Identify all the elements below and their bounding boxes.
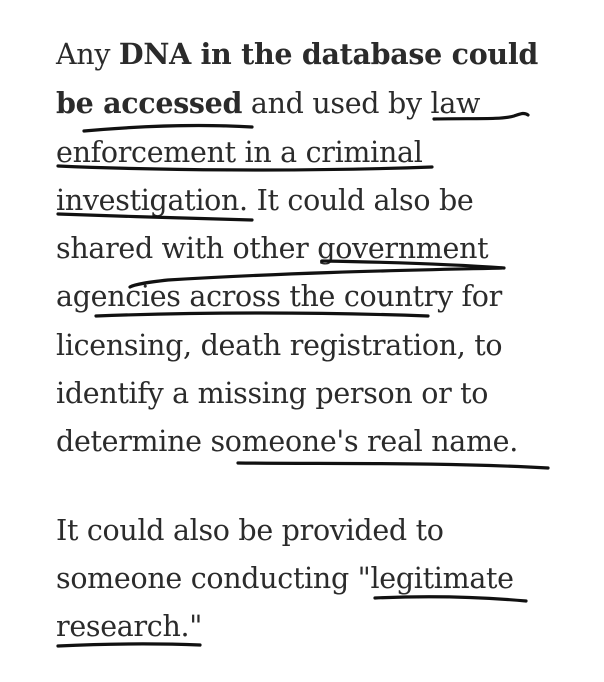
text-line: agencies across the country for <box>56 280 502 314</box>
text-line <box>56 79 576 128</box>
line-text: and used by law <box>242 87 481 121</box>
text-line: It could also be provided to <box>56 513 444 547</box>
text-line: licensing, death registration, to <box>56 328 503 362</box>
text-line: determine someone's real name. <box>56 425 519 459</box>
text-line <box>56 30 576 79</box>
text-line: research." <box>56 610 203 644</box>
text-line: someone conducting "legitimate <box>56 561 514 595</box>
text-line: shared with other government <box>56 232 489 266</box>
line-text: Any <box>56 38 119 71</box>
article-body <box>56 30 576 652</box>
bold-text: DNA in the database could <box>118 37 538 71</box>
bold-text: be accessed <box>56 86 243 121</box>
paragraph-gap <box>56 467 576 507</box>
text-line: investigation. It could also be <box>56 183 474 217</box>
text-line: identify a missing person or to <box>56 377 489 411</box>
paragraph-1 <box>56 30 576 467</box>
paragraph-2 <box>56 507 576 652</box>
text-line: enforcement in a criminal <box>56 135 423 169</box>
